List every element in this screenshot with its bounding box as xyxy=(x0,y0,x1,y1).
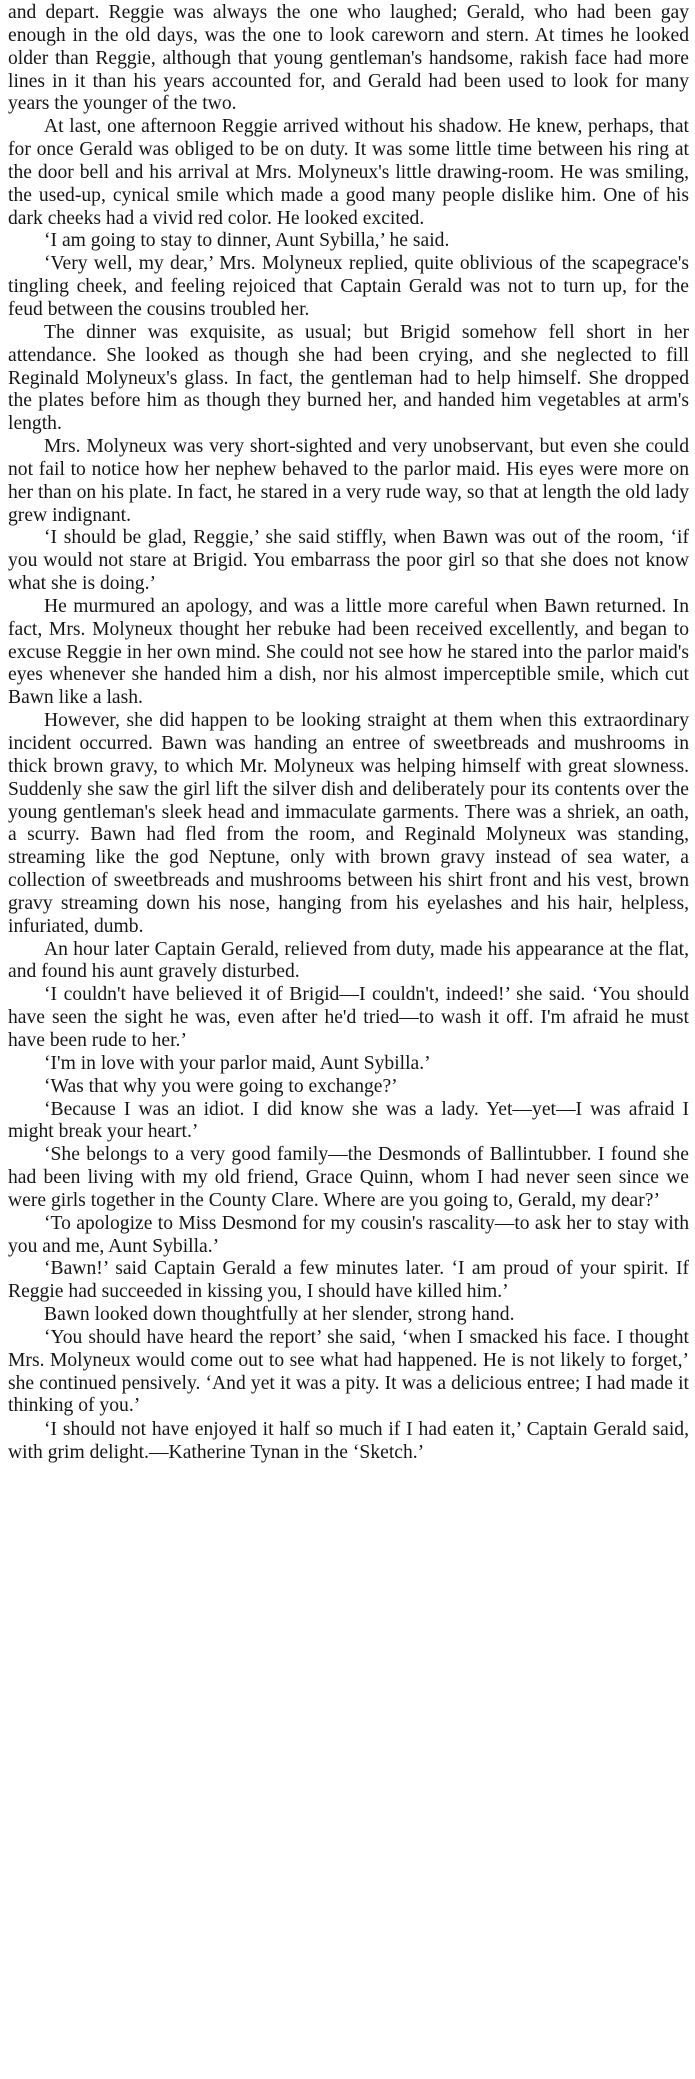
paragraph-4: ‘Very well, my dear,’ Mrs. Molyneux replied, quite oblivious of the scapegrace's tingling cheek, and feeling rejoiced that Captain Gerald was not to turn up, for the feud between the cousins troubled her. xyxy=(8,253,689,320)
paragraph-5: The dinner was exquisite, as usual; but Brigid somehow fell short in her attendance. She looked as though she had been crying, and she neglected to fill Reginald Molyneux's glass. In fact, the gentleman had to help himself. She dropped the plates before him as though they burned her, and handed him vegetables at arm's length. xyxy=(8,321,689,435)
paragraph-19: ‘You should have heard the report’ she said, ‘when I smacked his face. I thought Mrs. Molyneux would come out to see what had happened. He is not likely to forget,’ she continued pensively. ‘And yet it was a pity. It was a delicious entree; I had made it thinking of you.’ xyxy=(8,1326,689,1417)
paragraph-10: An hour later Captain Gerald, relieved from duty, made his appearance at the flat, and found his aunt gravely disturbed. xyxy=(8,938,689,983)
paragraph-1: and depart. Reggie was always the one who laughed; Gerald, who had been gay enough in the old days, was the one to look careworn and stern. At times he looked older than Reggie, although that young gentleman's handsome, rakish face had more lines in it than his years accounted for, and Gerald had been used to look for many years the younger of the two. xyxy=(8,2,689,115)
paragraph-17: ‘Bawn!’ said Captain Gerald a few minutes later. ‘I am proud of your spirit. If Reggie had succeeded in kissing you, I should have killed him.’ xyxy=(8,1258,689,1303)
paragraph-16: ‘To apologize to Miss Desmond for my cousin's rascality—to ask her to stay with you and me, Aunt Sybilla.’ xyxy=(8,1212,689,1257)
paragraph-12: ‘I'm in love with your parlor maid, Aunt Sybilla.’ xyxy=(44,1052,431,1074)
paragraph-8: He murmured an apology, and was a little more careful when Bawn returned. In fact, Mrs. Molyneux thought her rebuke had been received excellently, and began to excuse Reggie in her own mind. She could not see how he stared into the parlor maid's eyes whenever she handed him a dish, nor his almost imperceptible smile, which cut Bawn like a lash. xyxy=(8,595,689,709)
paragraph-11: ‘I couldn't have believed it of Brigid—I couldn't, indeed!’ she said. ‘You should have seen the sight he was, even after he'd tried—to wash it off. I'm afraid he must have been rude to her.’ xyxy=(8,984,689,1051)
paragraph-14: ‘Because I was an idiot. I did know she was a lady. Yet—yet—I was afraid I might break your heart.’ xyxy=(8,1098,689,1143)
paragraph-7: ‘I should be glad, Reggie,’ she said stiffly, when Bawn was out of the room, ‘if you would not stare at Brigid. You embarrass the poor girl so that she does not know what she is doing.’ xyxy=(8,527,689,595)
paragraph-20-byline: ‘I should not have enjoyed it half so much if I had eaten it,’ Captain Gerald said, with grim delight.—Katherine Tynan in the ‘Sketch.’ xyxy=(8,1419,689,1464)
paragraph-9: However, she did happen to be looking straight at them when this extraordinary incident occurred. Bawn was handing an entree of sweetbreads and mushrooms in thick brown gravy, to which Mr. Molyneux was helping himself with great slowness. Suddenly she saw the girl lift the silver dish and deliberately pour its contents over the young gentleman's sleek head and immaculate garments. There was a shriek, an oath, a scurry. Bawn had fled from the room, and Reginald Molyneux was standing, streaming like the god Neptune, only with brown gravy instead of sea water, a collection of sweetbreads and mushrooms between his shirt front and his vest, brown gravy streaming down his nose, hanging from his eyelashes and his hair, helpless, infuriated, dumb. xyxy=(8,710,689,937)
paragraph-15: ‘She belongs to a very good family—the Desmonds of Ballintubber. I found she had been living with my old friend, Grace Quinn, whom I had never seen since we were girls together in the County Clare. Where are you going to, Gerald, my dear?’ xyxy=(8,1144,689,1211)
paragraph-2: At last, one afternoon Reggie arrived without his shadow. He knew, perhaps, that for once Gerald was obliged to be on duty. It was some little time between his ring at the door bell and his arrival at Mrs. Molyneux's little drawing-room. He was smiling, the used-up, cynical smile which made a good many people dislike him. One of his dark cheeks had a vivid red color. He looked excited. xyxy=(8,116,689,229)
paragraph-13: ‘Was that why you were going to exchange?’ xyxy=(44,1075,398,1097)
paragraph-6: Mrs. Molyneux was very short-sighted and very unobservant, but even she could not fail to notice how her nephew behaved to the parlor maid. His eyes were more on her than on his plate. In fact, he stared in a very rude way, so that at length the old lady grew indignant. xyxy=(8,436,689,526)
paragraph-18: Bawn looked down thoughtfully at her slender, strong hand. xyxy=(44,1304,515,1326)
paragraph-3: ‘I am going to stay to dinner, Aunt Sybilla,’ he said. xyxy=(44,230,450,252)
